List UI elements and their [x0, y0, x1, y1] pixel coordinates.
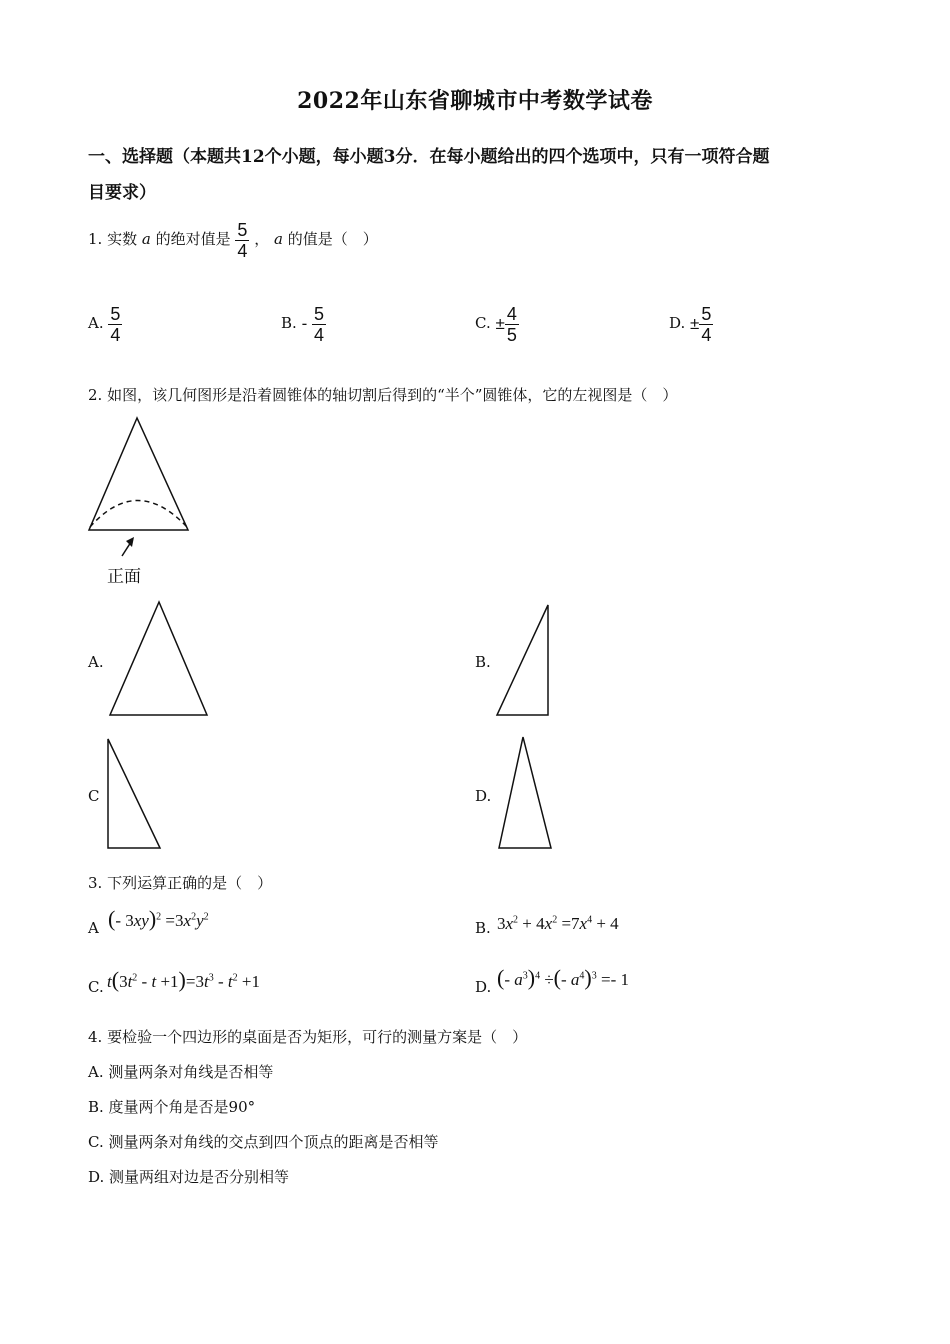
- q1-option-d-den: 4: [701, 324, 712, 345]
- page-title: 2022年山东省聊城市中考数学试卷: [297, 88, 653, 114]
- section-heading-line2: 目要求）: [88, 183, 156, 203]
- section-heading-line1: 一、选择题（本题共12个小题，每小题3分．在每小题给出的四个选项中，只有一项符合题: [88, 147, 770, 167]
- q4-option-b[interactable]: B. 度量两个角是否是90°: [88, 1098, 256, 1116]
- question-2: 2. 如图，该几何图形是沿着圆锥体的轴切割后得到的“半个”圆锥体，它的左视图是（ ）: [88, 386, 678, 404]
- q1-prefix: 1. 实数: [88, 230, 138, 248]
- q1-option-c-label: C.: [475, 314, 491, 332]
- q1-mid: 的绝对值是: [155, 230, 231, 248]
- q2-option-d-label[interactable]: D.: [475, 787, 492, 805]
- q1-option-b-label: B.: [281, 314, 297, 332]
- q1-var: a: [141, 230, 151, 248]
- q3-option-c-label[interactable]: C.: [88, 978, 104, 996]
- q1-option-b-sign: -: [301, 314, 308, 333]
- q1-frac-den: 4: [237, 240, 248, 261]
- q3-option-a-expression: (- $3xy)^2 =3x^2y^2$: [108, 906, 209, 931]
- question-3: 3. 下列运算正确的是（ ）: [88, 874, 273, 892]
- q1-option-c-num: 4: [506, 303, 517, 324]
- q4-option-c[interactable]: C. 测量两条对角线的交点到四个顶点的距离是否相等: [88, 1133, 439, 1151]
- q1-suffix: 的值是（ ）: [287, 230, 378, 248]
- q2-option-a-label[interactable]: A.: [88, 653, 104, 671]
- q3-option-d-expression: (- $a^3)^4$ ÷(- $a^4)^3 =- 1$: [497, 965, 629, 990]
- question-4: 4. 要检验一个四边形的桌面是否为矩形，可行的测量方案是（ ）: [88, 1028, 528, 1046]
- q1-option-c-sign: ±: [495, 314, 505, 333]
- q1-var2: a: [274, 230, 283, 248]
- q3-option-c-expression: $t(3t^2 - t +1)=3t^3 - t^2 +1$: [107, 967, 260, 992]
- q3-option-a-label[interactable]: A: [88, 919, 99, 937]
- q1-option-d-label: D.: [669, 314, 686, 332]
- q1-comma: ，: [254, 230, 270, 248]
- q3-option-d-label[interactable]: D.: [475, 978, 492, 996]
- q2-option-c-label[interactable]: C: [88, 787, 100, 805]
- q4-option-a[interactable]: A. 测量两条对角线是否相等: [88, 1063, 274, 1081]
- q1-option-a-label: A.: [88, 314, 104, 332]
- q3-option-b-expression: $3x^2 + 4x^2 =7x^4 + 4$: [497, 914, 619, 933]
- front-view-label: 正面: [107, 567, 141, 586]
- q1-option-b-den: 4: [314, 324, 325, 345]
- q1-option-d-num: 5: [701, 303, 712, 324]
- q1-option-c-den: 5: [506, 324, 517, 345]
- q1-option-a-den: 4: [110, 324, 121, 345]
- q4-option-d[interactable]: D. 测量两组对边是否分别相等: [88, 1168, 290, 1186]
- q1-option-b-num: 5: [314, 303, 325, 324]
- q2-option-b-label[interactable]: B.: [475, 653, 491, 671]
- q1-frac-num: 5: [237, 219, 248, 240]
- q1-option-a-num: 5: [110, 303, 121, 324]
- q3-option-b-label[interactable]: B.: [475, 919, 491, 937]
- q1-option-d-sign: ±: [690, 314, 700, 333]
